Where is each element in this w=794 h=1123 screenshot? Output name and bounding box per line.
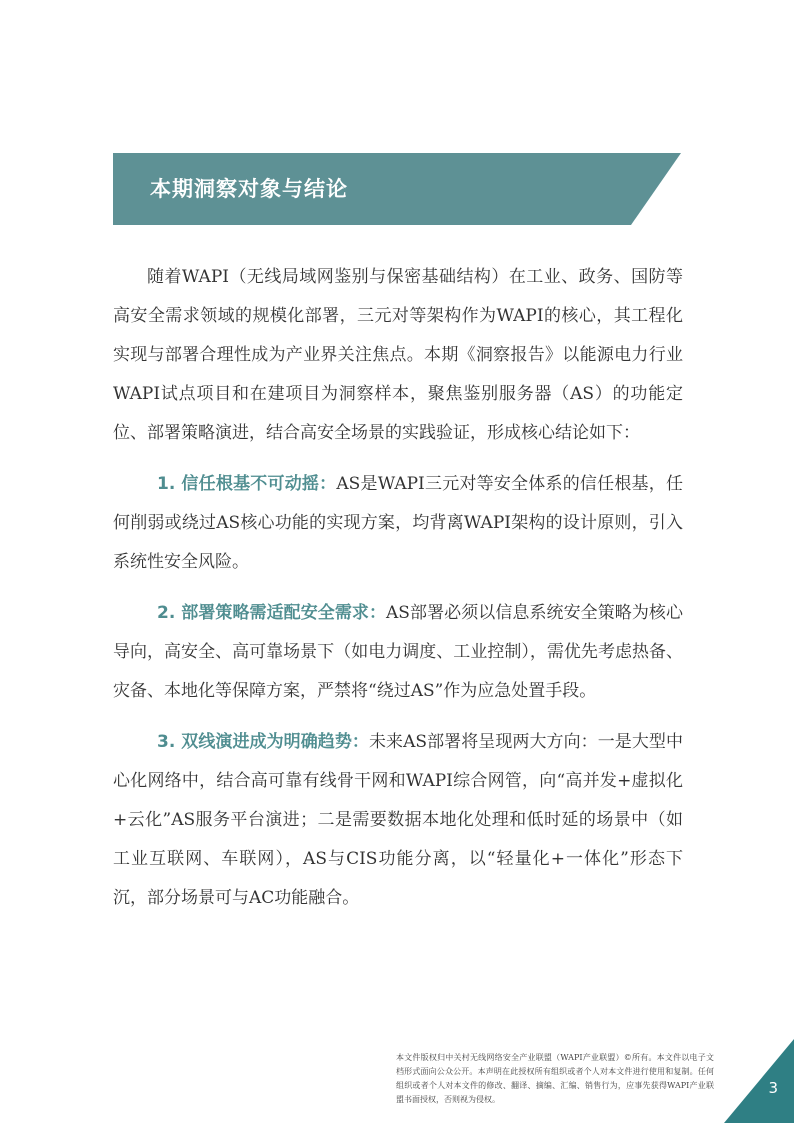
conclusion-point-3: [113, 723, 683, 918]
point-body: AS是WAPI三元对等安全体系的信任根基，任何削弱或绕过AS核心功能的实现方案，均背离WAPI架构的设计原则，引入系统性安全风险。: [113, 474, 683, 572]
conclusion-point-1: [113, 465, 683, 582]
page-number: 3: [768, 1079, 778, 1097]
section-title: 本期洞察对象与结论: [150, 177, 348, 201]
point-body: AS部署必须以信息系统安全策略为核心导向，高安全、高可靠场景下（如电力调度、工业控制），需优先考虑热备、灾备、本地化等保障方案，严禁将“绕过AS”作为应急处置手段。: [113, 603, 683, 701]
copyright-notice: 本文件版权归中关村无线网络安全产业联盟（WAPI产业联盟）©所有。本文件以电子文档形式面向公众公开。本声明在此授权所有组织或者个人对本文件进行使用和复制。任何组织或者个人对本文件的修改、翻译、摘编、汇编、销售行为，应事先获得WAPI产业联盟书面授权，否则视为侵权。: [396, 1053, 714, 1104]
page-corner-decoration: [724, 1039, 794, 1123]
conclusion-point-2: [113, 594, 683, 711]
section-banner: [113, 153, 681, 225]
main-content: [113, 258, 683, 918]
point-title: 3. 双线演进成为明确趋势：: [157, 732, 369, 752]
point-title: 1. 信任根基不可动摇：: [157, 474, 337, 494]
point-title: 2. 部署策略需适配安全需求：: [157, 603, 387, 623]
point-body: 未来AS部署将呈现两大方向：一是大型中心化网络中，结合高可靠有线骨干网和WAPI综合网管，向“高并发+虚拟化+云化”AS服务平台演进；二是需要数据本地化处理和低时延的场景中（如工业互联网、车联网），AS与CIS功能分离，以“轻量化+一体化”形态下沉，部分场景可与AC功能融合。: [113, 732, 683, 908]
intro-paragraph: 随着WAPI（无线局域网鉴别与保密基础结构）在工业、政务、国防等高安全需求领域的规模化部署，三元对等架构作为WAPI的核心，其工程化实现与部署合理性成为产业界关注焦点。本期《洞察报告》以能源电力行业WAPI试点项目和在建项目为洞察样本，聚焦鉴别服务器（AS）的功能定位、部署策略演进，结合高安全场景的实践验证，形成核心结论如下：: [113, 267, 683, 443]
